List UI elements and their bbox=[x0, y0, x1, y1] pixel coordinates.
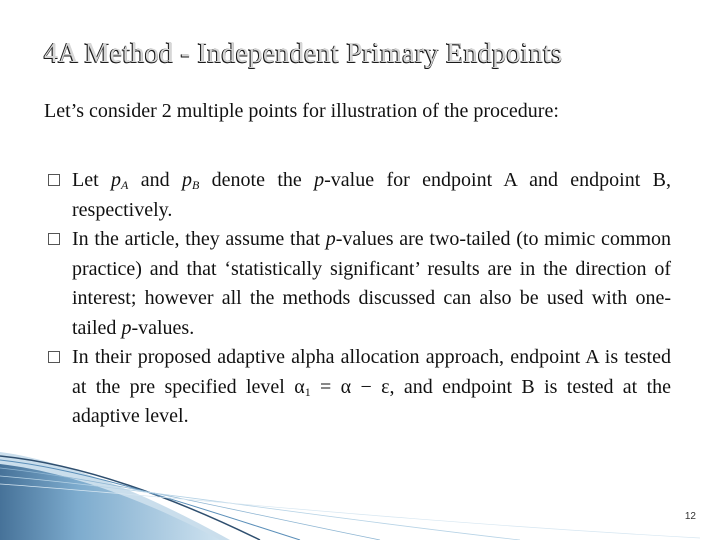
math-sub: B bbox=[191, 178, 200, 192]
bullet-text: and bbox=[128, 169, 182, 191]
intro-text: Let’s consider 2 multiple points for illustration of the procedure: bbox=[44, 100, 559, 122]
math-var: p bbox=[181, 169, 192, 191]
bullet-item bbox=[48, 225, 671, 343]
page-number: 12 bbox=[684, 511, 696, 522]
math-var: p bbox=[111, 169, 122, 191]
bullet-item bbox=[48, 166, 671, 225]
bullet-text: -values are two-tailed (to mimic common practice) and that ‘statistically significant’ results are in the direction of interest; however all the methods discussed can also be used with one-tailed bbox=[72, 228, 671, 339]
bullet-text: = α − ε, and endpoint B is tested at the adaptive level. bbox=[72, 375, 672, 427]
math-var: p bbox=[314, 169, 325, 191]
bullet-list bbox=[48, 166, 671, 432]
bullet-text: -value for endpoint A and endpoint B, respectively. bbox=[72, 169, 671, 221]
slide-title: 4A Method - Independent Primary Endpoints bbox=[44, 38, 563, 69]
bullet-text: denote the bbox=[199, 169, 315, 191]
bullet-item bbox=[48, 343, 671, 432]
bullet-text: Let bbox=[72, 169, 112, 191]
bullet-box-icon bbox=[48, 351, 60, 363]
bullet-text: In the article, they assume that bbox=[72, 228, 326, 250]
math-var: p bbox=[325, 228, 336, 250]
bullet-text: -values. bbox=[131, 316, 195, 339]
bullet-box-icon bbox=[48, 233, 60, 245]
footer-wave-decoration bbox=[0, 430, 720, 540]
bullet-text: In their proposed adaptive alpha allocation approach, endpoint A is tested at the pre specified level α bbox=[72, 346, 671, 398]
math-sub: 1 bbox=[304, 384, 311, 399]
bullet-box-icon bbox=[48, 174, 60, 186]
math-var: p bbox=[121, 316, 132, 339]
math-sub: A bbox=[121, 178, 129, 192]
